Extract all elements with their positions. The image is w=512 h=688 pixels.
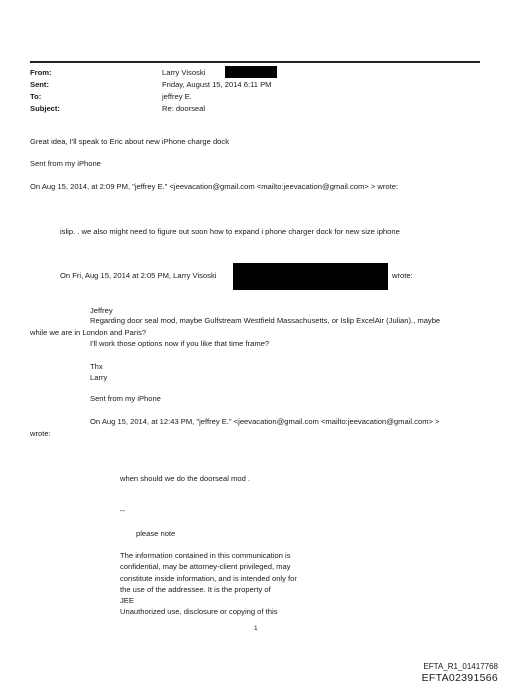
bates-number-small: EFTA_R1_01417768 bbox=[423, 662, 498, 671]
from-label: From: bbox=[30, 68, 52, 77]
quote3-wrote: wrote: bbox=[30, 429, 51, 438]
quote1-header: On Aug 15, 2014, at 2:09 PM, "jeffrey E." <jeevacation@gmail.com <mailto:jeevacation@gmail.com> > wrote: bbox=[30, 182, 399, 191]
disclaimer-line: confidential, may be attorney-client privileged, may bbox=[120, 562, 291, 571]
disclaimer-line: constitute inside information, and is intended only for bbox=[120, 574, 297, 583]
bates-number: EFTA02391566 bbox=[421, 672, 498, 684]
quote2-greeting: Jeffrey bbox=[90, 306, 113, 315]
page-number: 1 bbox=[254, 625, 258, 632]
sent-from-iphone: Sent from my iPhone bbox=[30, 159, 101, 168]
sent-label: Sent: bbox=[30, 80, 49, 89]
quote2-header-end: wrote: bbox=[392, 271, 413, 280]
quote2-thx: Thx bbox=[90, 362, 103, 371]
quote2-name: Larry bbox=[90, 373, 108, 382]
subject-value: Re: doorseal bbox=[162, 104, 206, 113]
sent-value: Friday, August 15, 2014 6:11 PM bbox=[162, 80, 272, 89]
disclaimer-line: Unauthorized use, disclosure or copying of this bbox=[120, 607, 278, 616]
signature-dashes: -- bbox=[120, 506, 126, 515]
subject-label: Subject: bbox=[30, 104, 60, 113]
to-label: To: bbox=[30, 92, 42, 101]
disclaimer-line: JEE bbox=[120, 596, 134, 605]
quote2-line: Regarding door seal mod, maybe Gulfstream Westfield Massachusetts, or Islip ExcelAir (Julian)., maybe bbox=[90, 316, 441, 325]
to-value: jeffrey E. bbox=[162, 92, 192, 101]
quote2-line: I'll work those options now if you like that time frame? bbox=[90, 339, 270, 348]
redaction-box bbox=[233, 263, 388, 290]
quote1-body: islip. . we also might need to figure out soon how to expand i phone charger dock for new size iphone bbox=[60, 227, 400, 236]
redaction-box bbox=[225, 66, 277, 78]
quote2-line: while we are in London and Paris? bbox=[30, 328, 147, 337]
quote2-sent: Sent from my iPhone bbox=[90, 394, 161, 403]
quote3-header: On Aug 15, 2014, at 12:43 PM, "jeffrey E." <jeevacation@gmail.com <mailto:jeevacation@gmail.com> > bbox=[90, 417, 440, 426]
disclaimer-line: the use of the addressee. It is the property of bbox=[120, 585, 271, 594]
signature-note: please note bbox=[136, 529, 176, 538]
quote3-body: when should we do the doorseal mod . bbox=[120, 474, 251, 483]
quote2-header-start: On Fri, Aug 15, 2014 at 2:05 PM, Larry Visoski bbox=[60, 271, 217, 280]
header-rule bbox=[30, 61, 480, 63]
reply-text: Great idea, I'll speak to Eric about new iPhone charge dock bbox=[30, 137, 230, 146]
disclaimer-line: The information contained in this communication is bbox=[120, 551, 291, 560]
from-value: Larry Visoski bbox=[162, 68, 206, 77]
